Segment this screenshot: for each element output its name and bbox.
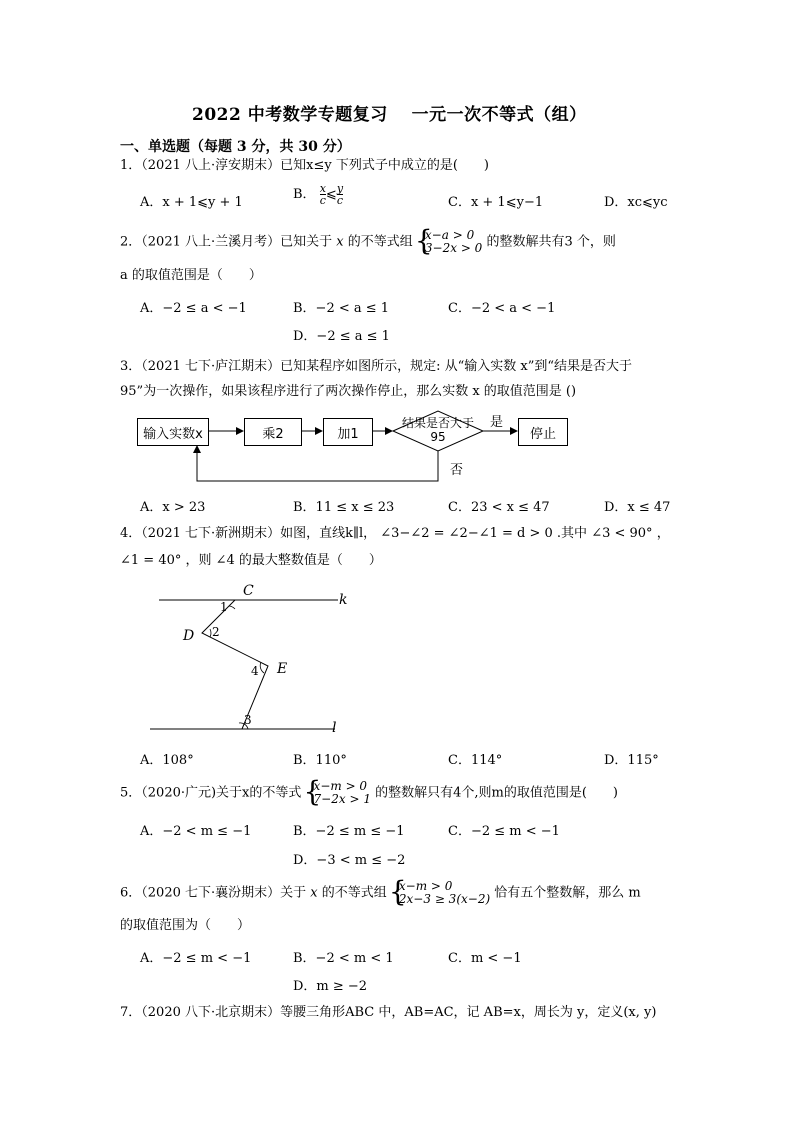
angle-4-label: 4 [251,664,259,678]
question-3-line2: 95”为一次操作，如果该程序进行了两次操作停止，那么实数 x 的取值范围是 () [120,384,577,399]
point-d-label: D [183,628,195,644]
q2-option-b: B．−2 < a ≤ 1 [293,301,390,316]
angle-1-label: 1 [220,600,228,614]
q4-option-d: D．115° [604,753,659,768]
flow-stop-box: 停止 [518,418,568,446]
flow-no-label: 否 [450,463,464,478]
question-1-stem: 1．（2021 八上·淳安期末）已知x≤y 下列式子中成立的是( ) [120,158,489,173]
q2-variable: x [336,234,344,250]
question-2-line2: a 的取值范围是（ ） [120,268,262,283]
flow-yes-label: 是 [490,415,504,430]
q4-option-b: B．110° [293,753,347,768]
q1-option-a: A．x + 1⩽y + 1 [140,195,243,210]
question-4-line2: ∠1 = 40° ，则 ∠4 的最大整数值是（ ） [120,553,382,568]
q6-option-d: D．m ≥ −2 [293,979,368,994]
q6-stem-c: 恰有五个整数解，那么 m [494,885,641,901]
q6-variable: x [310,885,318,901]
page-title: 2022 中考数学专题复习 一元一次不等式（组） [192,105,587,125]
angle-2-label: 2 [212,625,220,639]
q3-option-b: B．11 ≤ x ≤ 23 [293,500,395,515]
question-3-line1: 3．（2021 七下·庐江期末）已知某程序如图所示，规定: 从“输入实数 x”到“结果是否大于 [120,359,633,374]
q5-option-b: B．−2 ≤ m ≤ −1 [293,824,405,839]
flow-input-box: 输入实数x [137,418,209,446]
question-6-stem [120,880,641,906]
q1-option-b-frac-y: $\frac{y}{c}$ [336,182,344,207]
q3-option-c: C．23 < x ≤ 47 [448,500,550,515]
question-7-line1: 7．（2020 八下·北京期末）等腰三角形ABC 中，AB=AC，记 AB=x，周长为 y，定义(x, y) [120,1005,657,1020]
flowchart-lines [0,0,794,500]
q2-stem-c: 的整数解共有3 个，则 [486,234,616,250]
q5-option-a: A．−2 < m ≤ −1 [140,824,252,839]
flow-decision-text: 结果是否大于95 [401,416,474,444]
q2-option-c: C．−2 < a < −1 [448,301,556,316]
q1-option-b-frac-x: $\frac{x}{c}$ [319,182,326,207]
line-k-label: k [339,592,348,608]
q1-option-c: C．x + 1⩽y−1 [448,195,544,210]
q3-option-d: D．x ≤ 47 [604,500,671,515]
q6-option-a: A．−2 ≤ m < −1 [140,951,252,966]
q6-option-c: C．m < −1 [448,951,522,966]
q5-stem-a: 5．（2020·广元)关于x的不等式 [120,785,302,801]
question-5-stem [120,780,618,806]
q6-inequality-system: { x−m > 0 2x−3 ≥ 3(x−2) [391,880,490,906]
question-6-line2: 的取值范围为（ ） [120,918,251,933]
angle-3-label: 3 [244,713,252,727]
q2-inequality-system: { x−a > 0 3−2x > 0 [417,229,482,255]
flow-add-box: 加1 [323,418,373,446]
q5-option-d: D．−3 < m ≤ −2 [293,853,406,868]
q6-option-b: B．−2 < m < 1 [293,951,394,966]
q2-stem-a: 2．（2021 八上·兰溪月考）已知关于 [120,234,333,250]
point-c-label: C [243,583,254,599]
q5-inequality-system: { x−m > 0 7−2x > 1 [306,780,371,806]
q5-option-c: C．−2 ≤ m < −1 [448,824,560,839]
section-heading: 一、单选题（每题 3 分，共 30 分） [120,139,351,155]
q1-option-d: D．xc⩽yc [604,195,668,210]
q4-option-c: C．114° [448,753,503,768]
q6-stem-a: 6．（2020 七下·襄汾期末）关于 [120,885,307,901]
q2-stem-b: 的不等式组 [347,234,413,250]
q4-option-a: A．108° [140,753,194,768]
flow-multiply-box: 乘2 [244,418,302,446]
q2-option-d: D．−2 ≤ a ≤ 1 [293,329,390,344]
line-l-label: l [332,720,337,736]
q6-stem-b: 的不等式组 [321,885,387,901]
q1-option-b-label: B． [293,187,316,202]
question-4-line1: 4．（2021 七下·新洲期末）如图，直线k∥l， ∠3−∠2 = ∠2−∠1 = d > 0 .其中 ∠3 < 90° ， [120,526,670,541]
point-e-label: E [277,661,288,677]
q3-option-a: A．x > 23 [140,500,206,515]
q5-stem-b: 的整数解只有4个,则m的取值范围是( ) [375,785,618,801]
q2-option-a: A．−2 ≤ a < −1 [140,301,247,316]
q1-option-b-relation: ⩽ [325,187,337,202]
